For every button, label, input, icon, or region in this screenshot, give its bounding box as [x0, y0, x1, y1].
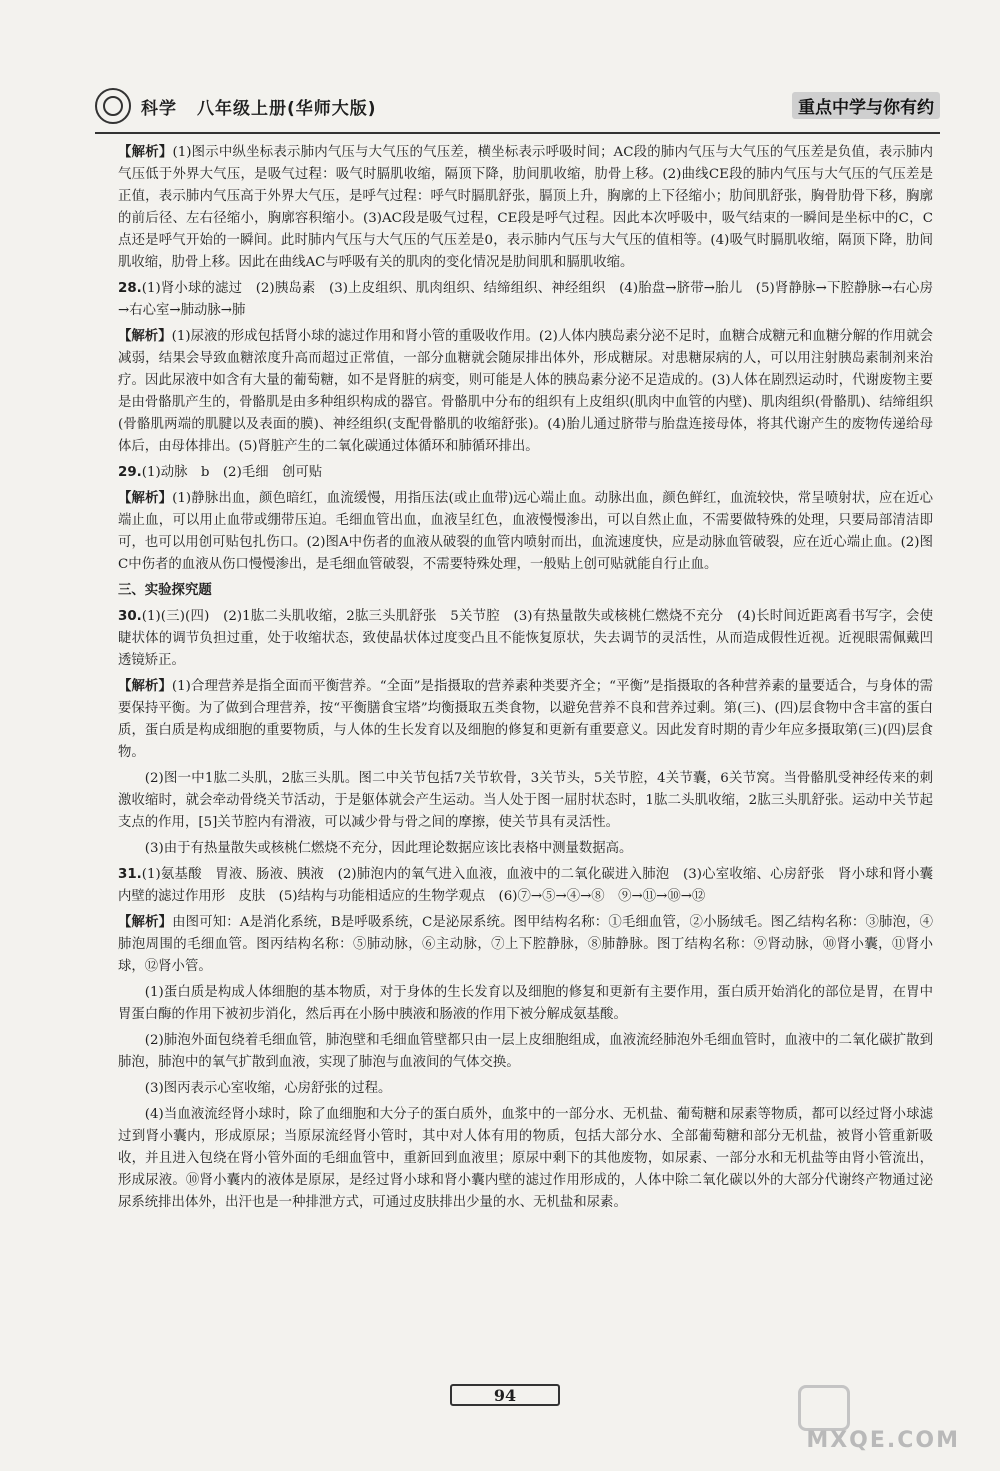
paragraph-tag: 31.	[118, 867, 142, 882]
paragraph	[118, 606, 933, 672]
book-title	[141, 94, 397, 119]
paragraph	[118, 912, 933, 978]
paragraph	[118, 580, 933, 602]
paragraph-text: (1)图示中纵坐标表示肺内气压与大气压的气压差，横坐标表示呼吸时间；AC段的肺内气压与大气压的气压差是负值，表示肺内气压低于外界大气压，是吸气过程：吸气时膈肌收缩，隔顶下降，肋间肌收缩，肋骨上移。(2)曲线CE段的肺内气压与大气压的气压差是正值，表示肺内气压高于外界大气压，是呼气过程：呼气时膈肌舒张，膈顶上升，胸廓的上下径缩小；肋间肌舒张，胸骨肋骨下移，胸廓的前后径、左右径缩小，胸廓容积缩小。(3)AC段是吸气过程，CE段是呼气过程。因此本次呼吸中，吸气结束的一瞬间是坐标中的C，C点还是呼气开始的一瞬间。此时肺内气压与大气压的气压差是0，表示肺内气压与大气压的值相等。(4)吸气时膈肌收缩，隔顶下降，肋间肌收缩，肋骨上移。因此在曲线AC与呼吸有关的肌肉的变化情况是肋间肌和膈肌收缩。	[118, 145, 933, 270]
paragraph-text: (1)静脉出血，颜色暗红，血流缓慢，用指压法(或止血带)远心端止血。动脉出血，颜色鲜红，血流较快，常呈喷射状，应在近心端止血，可以用止血带或绷带压迫。毛细血管出血，血液呈红色，血液慢慢渗出，可以自然止血，不需要做特殊的处理，只要局部清洁即可，也可以用创可贴包扎伤口。(2)图A中伤者的血液从破裂的血管内喷射而出，血流速度快，应是动脉血管破裂，应在近心端止血。(2)图C中伤者的血液从伤口慢慢渗出，是毛细血管破裂，不需要特殊处理，一般贴上创可贴就能自行止血。	[118, 491, 933, 572]
school-logo-icon	[95, 88, 131, 124]
paragraph	[118, 1078, 933, 1100]
paragraph	[118, 488, 933, 576]
paragraph	[118, 676, 933, 764]
paragraph-text: 由图可知：A是消化系统，B是呼吸系统，C是泌尿系统。图甲结构名称：①毛细血管，②小肠绒毛。图乙结构名称：③肺泡，④肺泡周围的毛细血管。图丙结构名称：⑤肺动脉，⑥主动脉，⑦上下腔静脉，⑧肺静脉。图丁结构名称：⑨肾动脉，⑩肾小囊，⑪肾小球，⑫肾小管。	[118, 915, 933, 974]
paragraph	[118, 1104, 933, 1214]
paragraph-tag: 29.	[118, 465, 142, 480]
paragraph-text: (1)肾小球的滤过 (2)胰岛素 (3)上皮组织、肌肉组织、结缔组织、神经组织 (4)胎盘→脐带→胎儿 (5)肾静脉→下腔静脉→右心房→右心室→肺动脉→肺	[118, 281, 933, 318]
paragraph-text: (4)当血液流经肾小球时，除了血细胞和大分子的蛋白质外，血浆中的一部分水、无机盐、葡萄糖和尿素等物质，都可以经过肾小球滤过到肾小囊内，形成原尿；当原尿流经肾小管时，其中对人体有用的物质，包括大部分水、全部葡萄糖和部分无机盐，被肾小管重新吸收，并且进入包绕在肾小管外面的毛细血管中，重新回到血液里；原尿中剩下的其他废物，如尿素、一部分水和无机盐等由肾小管流出，形成尿液。⑩肾小囊内的液体是原尿，是经过肾小球和肾小囊内壁的滤过作用形成的，人体中除二氧化碳以外的大部分代谢终产物通过泌尿系统排出体外，出汗也是一种排泄方式，可通过皮肤排出少量的水、无机盐和尿素。	[118, 1107, 933, 1210]
paragraph	[118, 768, 933, 834]
paragraph-text: (1)蛋白质是构成人体细胞的基本物质，对于身体的生长发育以及细胞的修复和更新有主要作用，蛋白质开始消化的部位是胃，在胃中胃蛋白酶的作用下被初步消化，然后再在小肠中胰液和肠液的作用下被分解成氨基酸。	[118, 985, 933, 1022]
paragraph-text: (1)动脉 b (2)毛细 创可贴	[141, 465, 323, 480]
answer-text-body	[118, 142, 933, 1352]
paragraph-tag: 【解析】	[118, 679, 172, 694]
paragraph	[118, 982, 933, 1026]
paragraph	[118, 838, 933, 860]
paragraph-text: (2)肺泡外面包绕着毛细血管，肺泡壁和毛细血管壁都只由一层上皮细胞组成，血液流经肺泡外毛细血管时，血液中的二氧化碳扩散到肺泡，肺泡中的氧气扩散到血液，实现了肺泡与血液间的气体交换。	[118, 1033, 933, 1070]
paragraph-text: (1)合理营养是指全面而平衡营养。“全面”是指摄取的营养素种类要齐全；“平衡”是指摄取的各种营养素的量要适合，与身体的需要保持平衡。为了做到合理营养，按“平衡膳食宝塔”均衡摄取五类食物，以避免营养不良和营养过剩。第(三)、(四)层食物中含丰富的蛋白质，蛋白质是构成细胞的重要物质，与人体的生长发育以及细胞的修复和更新有重要意义。因此发育时期的青少年应多摄取第(三)(四)层食物。	[118, 679, 933, 760]
paragraph	[118, 462, 933, 484]
paragraph	[118, 326, 933, 458]
paragraph	[118, 142, 933, 274]
subject-label: 科学	[141, 99, 177, 119]
paragraph-tag: 【解析】	[118, 145, 173, 160]
page-number: 94	[493, 1385, 517, 1405]
header-divider	[95, 132, 940, 134]
paragraph-tag: 30.	[118, 609, 142, 624]
watermark-text: MXQE.COM	[806, 1428, 960, 1453]
paragraph-tag: 【解析】	[118, 915, 173, 930]
page-header	[95, 88, 940, 128]
paragraph	[118, 278, 933, 322]
watermark-logo-icon	[798, 1385, 850, 1431]
paragraph-text: (3)图丙表示心室收缩，心房舒张的过程。	[144, 1081, 392, 1096]
paragraph-tag: 28.	[118, 281, 142, 296]
grade-label: 八年级上册(华师大版)	[197, 99, 377, 119]
paragraph-text: (1)(三)(四) (2)1肱二头肌收缩，2肱三头肌舒张 5关节腔 (3)有热量散失或核桃仁燃烧不充分 (4)长时间近距离看书写字，会使睫状体的调节负担过重，处于收缩状态，致使晶状体过度变凸且不能恢复原状，失去调节的灵活性，从而造成假性近视。近视眼需佩戴凹透镜矫正。	[118, 609, 933, 668]
paragraph	[118, 1030, 933, 1074]
paragraph-text: (1)氨基酸 胃液、肠液、胰液 (2)肺泡内的氧气进入血液，血液中的二氧化碳进入肺泡 (3)心室收缩、心房舒张 肾小球和肾小囊内壁的滤过作用形 皮肤 (5)结构与功能相适应的生物学观点 (6)⑦→⑤→④→⑧ ⑨→⑪→⑩→⑫	[118, 867, 933, 904]
series-brand: 重点中学与你有约	[792, 92, 940, 119]
paragraph-text: 三、实验探究题	[118, 583, 212, 598]
paragraph-tag: 【解析】	[118, 329, 172, 344]
paragraph-text: (3)由于有热量散失或核桃仁燃烧不充分，因此理论数据应该比表格中测量数据高。	[144, 841, 633, 856]
paragraph-text: (2)图一中1肱二头肌，2肱三头肌。图二中关节包括7关节软骨，3关节头，5关节腔，4关节囊，6关节窝。当骨骼肌受神经传来的刺激收缩时，就会牵动骨绕关节活动，于是躯体就会产生运动。当人处于图一屈肘状态时，1肱二头肌收缩，2肱三头肌舒张。运动中关节起支点的作用，[5]关节腔内有滑液，可以减少骨与骨之间的摩擦，使关节具有灵活性。	[118, 771, 933, 830]
paragraph-tag: 【解析】	[118, 491, 173, 506]
page-number-ribbon	[450, 1380, 560, 1410]
paragraph-text: (1)尿液的形成包括肾小球的滤过作用和肾小管的重吸收作用。(2)人体内胰岛素分泌不足时，血糖合成糖元和血糖分解的作用就会减弱，结果会导致血糖浓度升高而超过正常值，一部分血糖就会随尿排出体外，形成糖尿。对患糖尿病的人，可以用注射胰岛素制剂来治疗。因此尿液中如含有大量的葡萄糖，如不是肾脏的病变，则可能是人体的胰岛素分泌不足造成的。(3)人体在剧烈运动时，代谢废物主要是由骨骼肌产生的，骨骼肌是由多种组织构成的器官。骨骼肌中分布的组织有上皮组织(肌肉中血管的内壁)、肌肉组织(骨骼肌)、结缔组织(骨骼肌两端的肌腱以及表面的膜)、神经组织(支配骨骼肌的收缩舒张)。(4)胎儿通过脐带与胎盘连接母体，将其代谢产生的废物传递给母体后，由母体排出。(5)肾脏产生的二氧化碳通过体循环和肺循环排出。	[118, 329, 933, 454]
paragraph	[118, 864, 933, 908]
